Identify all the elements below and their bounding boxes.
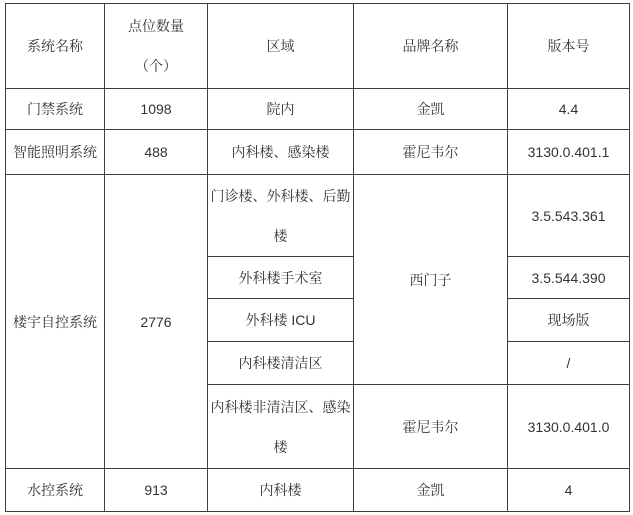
cell-area-building-automation-2: 外科楼手术室 (208, 257, 354, 299)
cell-version-water-control: 4 (508, 469, 630, 512)
cell-points-access-control: 1098 (105, 89, 208, 130)
col-header-points-line1: 点位数量 (128, 18, 184, 34)
col-header-brand: 品牌名称 (354, 4, 508, 89)
cell-brand-siemens: 西门子 (354, 175, 508, 385)
col-header-points (105, 4, 208, 89)
col-header-version: 版本号 (508, 4, 630, 89)
header-row (6, 4, 630, 89)
cell-area-access-control: 院内 (208, 89, 354, 130)
row-smart-lighting (6, 130, 630, 175)
cell-points-smart-lighting: 488 (105, 130, 208, 175)
row-access-control (6, 89, 630, 130)
cell-version-building-automation-1: 3.5.543.361 (508, 175, 630, 257)
cell-version-access-control: 4.4 (508, 89, 630, 130)
cell-points-water-control: 913 (105, 469, 208, 512)
cell-version-building-automation-5: 3130.0.401.0 (508, 385, 630, 469)
cell-version-building-automation-2: 3.5.544.390 (508, 257, 630, 299)
cell-brand-water-control: 金凯 (354, 469, 508, 512)
cell-system-building-automation: 楼宇自控系统 (6, 175, 105, 469)
cell-brand-smart-lighting: 霍尼韦尔 (354, 130, 508, 175)
cell-area-water-control: 内科楼 (208, 469, 354, 512)
cell-version-smart-lighting: 3130.0.401.1 (508, 130, 630, 175)
cell-points-building-automation: 2776 (105, 175, 208, 469)
row-water-control (6, 469, 630, 512)
systems-table (5, 3, 630, 512)
cell-area-building-automation-3: 外科楼 ICU (208, 299, 354, 342)
row-building-automation-1 (6, 175, 630, 257)
cell-brand-access-control: 金凯 (354, 89, 508, 130)
cell-area-smart-lighting: 内科楼、感染楼 (208, 130, 354, 175)
cell-system-smart-lighting: 智能照明系统 (6, 130, 105, 175)
cell-version-building-automation-4: / (508, 342, 630, 385)
cell-version-building-automation-3: 现场版 (508, 299, 630, 342)
cell-system-water-control: 水控系统 (6, 469, 105, 512)
col-header-area: 区域 (208, 4, 354, 89)
cell-system-access-control: 门禁系统 (6, 89, 105, 130)
col-header-points-line2: （个） (135, 58, 177, 74)
cell-brand-honeywell: 霍尼韦尔 (354, 385, 508, 469)
col-header-system: 系统名称 (6, 4, 105, 89)
cell-area-building-automation-5: 内科楼非清洁区、感染楼 (208, 385, 354, 469)
cell-area-building-automation-4: 内科楼清洁区 (208, 342, 354, 385)
cell-area-building-automation-1: 门诊楼、外科楼、后勤楼 (208, 175, 354, 257)
